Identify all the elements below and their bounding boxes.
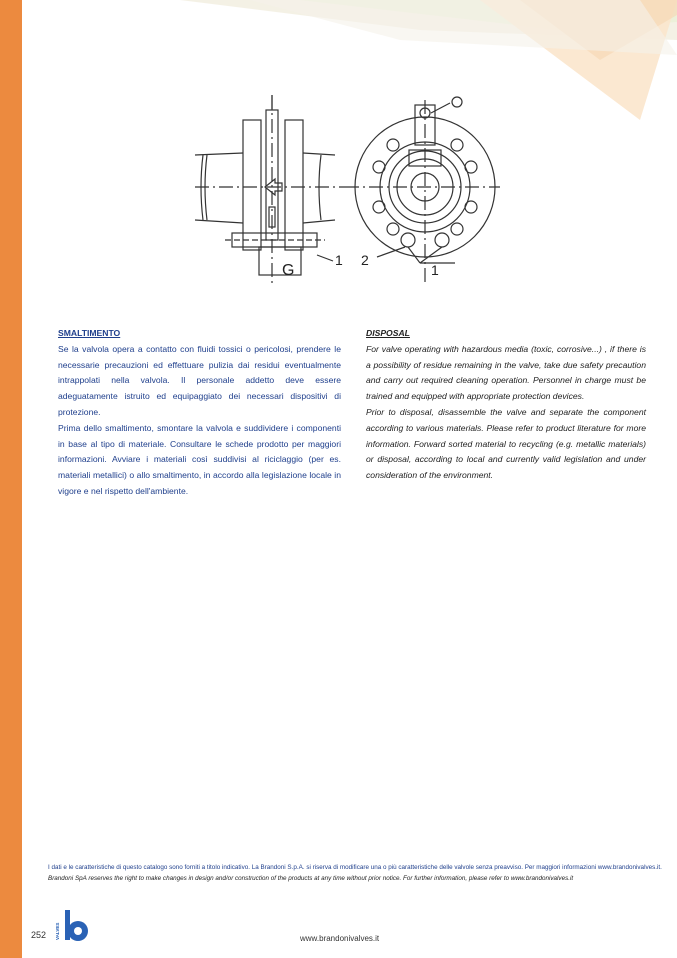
footer-website-link[interactable]: www.brandonivalves.it — [300, 934, 380, 943]
page-number: 252 — [31, 930, 47, 940]
italian-paragraph-2: Prima dello smaltimento, smontare la valvola e suddividere i componenti in base al tipo di materiale. Consultare le schede prodotto per maggiori informazioni. Avviare i materiali così suddivisi al riciclaggio (per es. materiali metallici) o allo smaltimento, in accordo alla legislazione locale in vigore e nel rispetto dell'ambiente. — [58, 422, 341, 496]
drawing-label-1-left: 1 — [335, 252, 343, 268]
brandoni-logo-icon — [56, 908, 92, 942]
section-heading-english: DISPOSAL — [366, 328, 410, 338]
drawing-label-1-right: 1 — [431, 262, 439, 278]
drawing-label-2: 2 — [361, 252, 369, 268]
drawing-label-g: G — [282, 262, 295, 279]
english-text-column — [366, 326, 646, 484]
orange-sidebar — [0, 0, 22, 958]
english-paragraph-1: For valve operating with hazardous media (toxic, corrosive...) , if there is a possibility of residue remaining in the valve, take due safety precaution and carry out required cleaning operation. Personnel in charge must be trained and equipped with appropriate protection devices. — [366, 343, 646, 402]
italian-paragraph-1: Se la valvola opera a contatto con fluidi tossici o pericolosi, prendere le necessarie precauzioni ed effettuare pulizia dai residui eventualmente intrappolati nella valvola. Il personale addetto deve essere adeguatamente istruito ed equipaggiato dei necessari dispositivi di protezione. — [58, 343, 341, 417]
section-heading-italian: SMALTIMENTO — [58, 328, 121, 338]
logo-text: VALVES — [55, 922, 60, 940]
english-paragraph-2: Prior to disposal, disassemble the valve and separate the component according to various materials. Please refer to product literature for more information. Forward sorted material to recycling (e.g. metallic materials) or disposal, according to local and currently valid legislation and under consideration of the environment. — [366, 406, 646, 481]
valve-technical-drawing — [195, 95, 485, 290]
disclaimer-english: Brandoni SpA reserves the right to make changes in design and/or construction of the products at any time without prior notice. For further information, please refer to www.brandonivalves.it — [48, 875, 574, 882]
disclaimer-italian: I dati e le caratteristiche di questo catalogo sono forniti a titolo indicativo. La Brandoni S.p.A. si riserva di modificare una o più caratteristiche delle valvole senza preavviso. Per maggiori informazioni www.brandonivalves.it. — [48, 864, 662, 871]
footer-disclaimer — [48, 862, 663, 884]
italian-text-column — [58, 326, 341, 500]
